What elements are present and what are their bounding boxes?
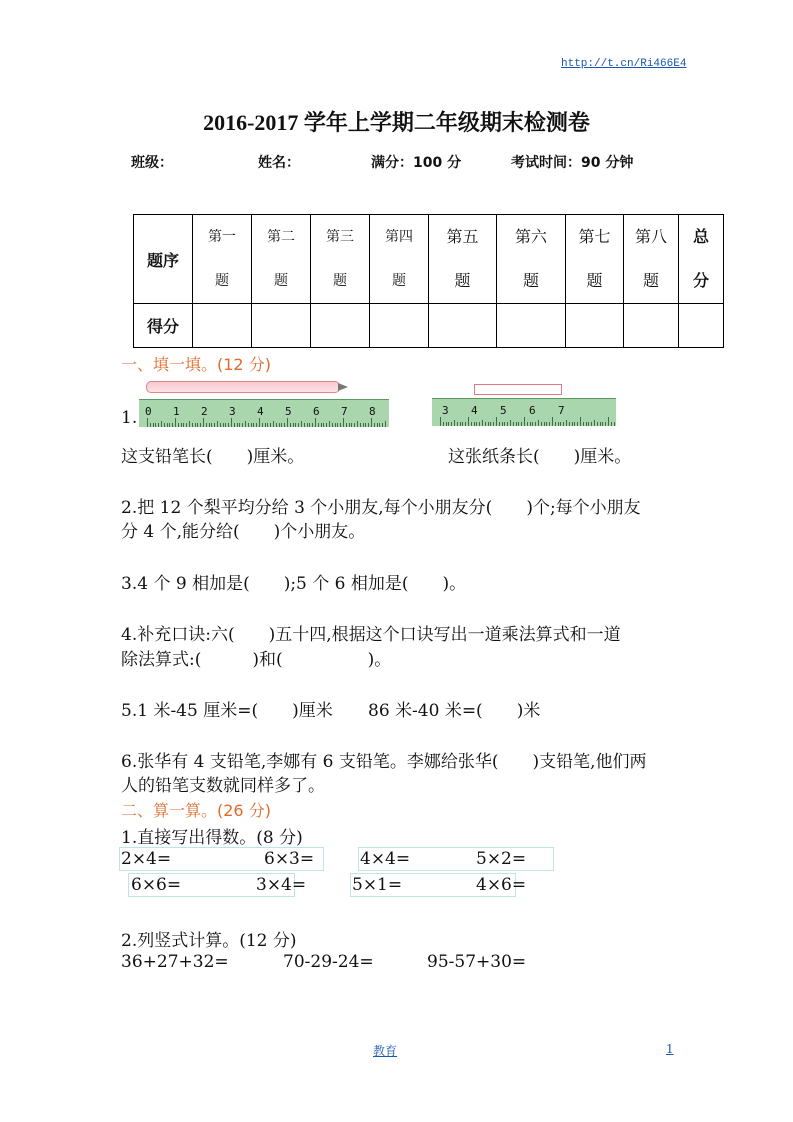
ruler-tick bbox=[482, 420, 483, 426]
ruler-tick bbox=[602, 422, 603, 426]
q1-strip-text: 这张纸条长( )厘米。 bbox=[448, 447, 632, 467]
ruler-tick bbox=[290, 423, 291, 427]
ruler-tick bbox=[363, 423, 364, 427]
ruler-tick bbox=[488, 422, 489, 426]
ruler-tick bbox=[217, 421, 218, 427]
ruler-tick bbox=[465, 422, 466, 426]
ruler-tick bbox=[175, 418, 176, 427]
ruler-tick bbox=[379, 423, 380, 427]
ruler-tick bbox=[544, 422, 545, 426]
score-table bbox=[133, 214, 724, 348]
ruler-tick bbox=[267, 423, 268, 427]
ruler-tick bbox=[172, 423, 173, 427]
ruler-tick bbox=[312, 423, 313, 427]
ruler-tick bbox=[214, 423, 215, 427]
s2-p2-title: 2.列竖式计算。(12 分) bbox=[121, 931, 297, 951]
ruler-tick bbox=[281, 423, 282, 427]
ruler-tick bbox=[295, 423, 296, 427]
ruler-tick bbox=[605, 422, 606, 426]
ruler-tick bbox=[340, 423, 341, 427]
ruler-tick bbox=[153, 423, 154, 427]
ruler-tick bbox=[164, 423, 165, 427]
ruler-tick bbox=[454, 420, 455, 426]
ruler-tick bbox=[521, 422, 522, 426]
col-q7: 第七 题 bbox=[566, 215, 624, 304]
q2-line2: 分 4 个,能分给( )个小朋友。 bbox=[121, 522, 366, 542]
ruler-tick bbox=[211, 423, 212, 427]
ruler-tick bbox=[332, 423, 333, 427]
ruler-tick bbox=[594, 420, 595, 426]
q5-part-a: 5.1 米-45 厘米=( )厘米 bbox=[121, 701, 333, 721]
q1-pencil-text: 这支铅笔长( )厘米。 bbox=[121, 447, 305, 467]
ruler-tick bbox=[239, 423, 240, 427]
ruler-tick bbox=[276, 423, 277, 427]
calc-item: 3×4= bbox=[256, 875, 307, 895]
ruler-tick bbox=[200, 423, 201, 427]
exam-time-label: 考试时间：90 分钟 bbox=[511, 155, 634, 171]
score-cell[interactable] bbox=[252, 304, 311, 348]
ruler-tick bbox=[203, 418, 204, 427]
calc-item: 6×6= bbox=[131, 875, 182, 895]
ruler-tick bbox=[510, 420, 511, 426]
vertical-calc-item: 95-57+30= bbox=[427, 952, 527, 972]
ruler-tick bbox=[485, 422, 486, 426]
ruler-tick bbox=[474, 422, 475, 426]
ruler-tick bbox=[541, 422, 542, 426]
ruler-tick bbox=[167, 423, 168, 427]
q1-number: 1. bbox=[121, 408, 138, 428]
ruler-tick bbox=[262, 423, 263, 427]
score-cell[interactable] bbox=[370, 304, 429, 348]
ruler-tick bbox=[231, 418, 232, 427]
ruler-tick bbox=[496, 417, 497, 426]
page-number: 1 bbox=[666, 1042, 674, 1056]
ruler-tick bbox=[591, 422, 592, 426]
class-label: 班级： bbox=[131, 155, 173, 171]
ruler-tick bbox=[569, 422, 570, 426]
ruler-tick bbox=[365, 423, 366, 427]
ruler-tick bbox=[259, 418, 260, 427]
vertical-calc-item: 36+27+32= bbox=[121, 952, 229, 972]
ruler-tick bbox=[307, 423, 308, 427]
ruler-tick bbox=[343, 418, 344, 427]
ruler-tick bbox=[192, 423, 193, 427]
ruler-tick bbox=[507, 422, 508, 426]
ruler-tick bbox=[245, 421, 246, 427]
ruler-tick bbox=[555, 422, 556, 426]
ruler-tick bbox=[315, 418, 316, 427]
calc-item: 4×4= bbox=[360, 849, 411, 869]
q3-text: 3.4 个 9 相加是( );5 个 6 相加是( )。 bbox=[121, 574, 467, 594]
ruler-tick bbox=[468, 417, 469, 426]
ruler-tick bbox=[298, 423, 299, 427]
ruler-tick bbox=[326, 423, 327, 427]
header-url-link[interactable]: http://t.cn/Ri466E4 bbox=[561, 58, 687, 70]
ruler-tick bbox=[301, 421, 302, 427]
ruler-tick bbox=[552, 417, 553, 426]
ruler-tick bbox=[220, 423, 221, 427]
ruler-tick bbox=[158, 423, 159, 427]
ruler-tick bbox=[346, 423, 347, 427]
ruler-tick bbox=[337, 423, 338, 427]
ruler-tick bbox=[304, 423, 305, 427]
col-q1: 第一 题 bbox=[193, 215, 252, 304]
ruler-tick bbox=[368, 423, 369, 427]
ruler-tick bbox=[253, 423, 254, 427]
calc-item: 5×1= bbox=[352, 875, 403, 895]
score-cell[interactable] bbox=[679, 304, 724, 348]
ruler-tick bbox=[549, 422, 550, 426]
ruler-tick bbox=[572, 422, 573, 426]
ruler-tick bbox=[527, 422, 528, 426]
ruler-tick bbox=[195, 423, 196, 427]
ruler-tick bbox=[293, 423, 294, 427]
ruler-tick bbox=[228, 423, 229, 427]
ruler-tick bbox=[493, 422, 494, 426]
ruler-tick bbox=[502, 422, 503, 426]
ruler-tick bbox=[270, 423, 271, 427]
ruler-tick bbox=[189, 421, 190, 427]
ruler-tick bbox=[504, 422, 505, 426]
ruler-tick bbox=[147, 418, 148, 427]
vertical-calc-item: 70-29-24= bbox=[283, 952, 374, 972]
ruler-tick bbox=[382, 423, 383, 427]
ruler-tick bbox=[516, 422, 517, 426]
ruler-tick bbox=[546, 422, 547, 426]
col-q2: 第二 题 bbox=[252, 215, 311, 304]
ruler-tick bbox=[462, 422, 463, 426]
ruler-tick bbox=[318, 423, 319, 427]
ruler-tick bbox=[323, 423, 324, 427]
calc-item: 6×3= bbox=[264, 849, 315, 869]
ruler-tick bbox=[206, 423, 207, 427]
ruler-tick bbox=[600, 422, 601, 426]
ruler-tick bbox=[237, 423, 238, 427]
ruler-tick bbox=[354, 423, 355, 427]
ruler-tick bbox=[577, 422, 578, 426]
ruler-tick bbox=[558, 422, 559, 426]
ruler-tick bbox=[161, 421, 162, 427]
ruler-tick bbox=[532, 422, 533, 426]
ruler-tick bbox=[518, 422, 519, 426]
ruler-tick bbox=[471, 422, 472, 426]
ruler-tick bbox=[443, 422, 444, 426]
ruler-tick bbox=[209, 423, 210, 427]
section2-heading: 二、算一算。(26 分) bbox=[121, 801, 271, 820]
ruler-2: 3 4 5 6 7 bbox=[432, 398, 616, 426]
ruler-tick bbox=[279, 423, 280, 427]
pencil-tip-image bbox=[338, 383, 348, 391]
col-q5: 第五 题 bbox=[429, 215, 497, 304]
ruler-tick bbox=[524, 417, 525, 426]
ruler-tick bbox=[155, 423, 156, 427]
q4-line2: 除法算式:( )和( )。 bbox=[121, 650, 392, 670]
ruler-tick bbox=[242, 423, 243, 427]
ruler-tick bbox=[457, 422, 458, 426]
ruler-tick bbox=[440, 417, 441, 426]
ruler-tick bbox=[349, 423, 350, 427]
footer-link[interactable]: 教育 bbox=[373, 1044, 398, 1058]
score-cell[interactable] bbox=[429, 304, 497, 348]
q4-line1: 4.补充口诀:六( )五十四,根据这个口诀写出一道乘法算式和一道 bbox=[121, 625, 621, 645]
calc-item: 2×4= bbox=[121, 849, 172, 869]
ruler-tick bbox=[377, 423, 378, 427]
ruler-tick bbox=[460, 422, 461, 426]
name-label: 姓名： bbox=[258, 155, 300, 171]
ruler-tick bbox=[588, 422, 589, 426]
score-cell[interactable] bbox=[193, 304, 252, 348]
ruler-tick bbox=[251, 423, 252, 427]
ruler-tick bbox=[273, 421, 274, 427]
ruler-tick bbox=[256, 423, 257, 427]
ruler-tick bbox=[374, 423, 375, 427]
ruler-1: 0 1 2 3 4 5 6 7 8 bbox=[139, 399, 389, 427]
ruler-tick bbox=[611, 422, 612, 426]
ruler-tick bbox=[225, 423, 226, 427]
section1-heading: 一、填一填。(12 分) bbox=[121, 355, 271, 374]
score-cell[interactable] bbox=[497, 304, 566, 348]
q2-line1: 2.把 12 个梨平均分给 3 个小朋友,每个小朋友分( )个;每个小朋友 bbox=[121, 498, 641, 518]
ruler-tick bbox=[566, 420, 567, 426]
calc-item: 5×2= bbox=[476, 849, 527, 869]
s2-p1-title: 1.直接写出得数。(8 分) bbox=[121, 828, 303, 848]
ruler-tick bbox=[476, 422, 477, 426]
ruler-tick bbox=[183, 423, 184, 427]
ruler-tick bbox=[357, 421, 358, 427]
row-label-score: 得分 bbox=[134, 304, 193, 348]
ruler-tick bbox=[329, 421, 330, 427]
ruler-tick bbox=[479, 422, 480, 426]
ruler-tick bbox=[385, 421, 386, 427]
ruler-tick bbox=[181, 423, 182, 427]
ruler-tick bbox=[287, 418, 288, 427]
q5-part-b: 86 米-40 米=( )米 bbox=[368, 701, 541, 721]
ruler-tick bbox=[248, 423, 249, 427]
col-q6: 第六 题 bbox=[497, 215, 566, 304]
col-q4: 第四 题 bbox=[370, 215, 429, 304]
ruler-tick bbox=[451, 422, 452, 426]
q6-line1: 6.张华有 4 支铅笔,李娜有 6 支铅笔。李娜给张华( )支铅笔,他们两 bbox=[121, 752, 647, 772]
ruler-tick bbox=[499, 422, 500, 426]
ruler-tick bbox=[197, 423, 198, 427]
col-q8: 第八 题 bbox=[624, 215, 679, 304]
score-cell[interactable] bbox=[311, 304, 370, 348]
ruler-tick bbox=[186, 423, 187, 427]
ruler-tick bbox=[169, 423, 170, 427]
score-cell[interactable] bbox=[624, 304, 679, 348]
q6-line2: 人的铅笔支数就同样多了。 bbox=[121, 776, 325, 796]
ruler-tick bbox=[538, 420, 539, 426]
col-q3: 第三 题 bbox=[311, 215, 370, 304]
ruler-tick bbox=[608, 417, 609, 426]
ruler-tick bbox=[560, 422, 561, 426]
ruler-tick bbox=[563, 422, 564, 426]
ruler-tick bbox=[309, 423, 310, 427]
ruler-tick bbox=[223, 423, 224, 427]
full-score-label: 满分：100 分 bbox=[371, 155, 462, 171]
ruler-tick bbox=[448, 422, 449, 426]
ruler-tick bbox=[513, 422, 514, 426]
calc-item: 4×6= bbox=[476, 875, 527, 895]
ruler-tick bbox=[614, 422, 615, 426]
paper-strip-image bbox=[474, 384, 562, 395]
ruler-tick bbox=[597, 422, 598, 426]
ruler-tick bbox=[530, 422, 531, 426]
ruler-tick bbox=[446, 422, 447, 426]
ruler-tick bbox=[360, 423, 361, 427]
ruler-tick bbox=[265, 423, 266, 427]
ruler-tick bbox=[586, 422, 587, 426]
ruler-tick bbox=[234, 423, 235, 427]
score-cell[interactable] bbox=[566, 304, 624, 348]
ruler-tick bbox=[321, 423, 322, 427]
ruler-tick bbox=[150, 423, 151, 427]
ruler-tick bbox=[284, 423, 285, 427]
ruler-tick bbox=[351, 423, 352, 427]
ruler-tick bbox=[178, 423, 179, 427]
ruler-tick bbox=[580, 417, 581, 426]
row-label-order: 题序 bbox=[134, 215, 193, 304]
ruler-tick bbox=[535, 422, 536, 426]
page-title: 2016-2017 学年上学期二年级期末检测卷 bbox=[203, 110, 590, 135]
ruler-tick bbox=[583, 422, 584, 426]
ruler-tick bbox=[335, 423, 336, 427]
col-total: 总 分 bbox=[679, 215, 724, 304]
ruler-tick bbox=[490, 422, 491, 426]
ruler-tick bbox=[371, 418, 372, 427]
ruler-tick bbox=[574, 422, 575, 426]
pencil-image bbox=[146, 381, 340, 393]
